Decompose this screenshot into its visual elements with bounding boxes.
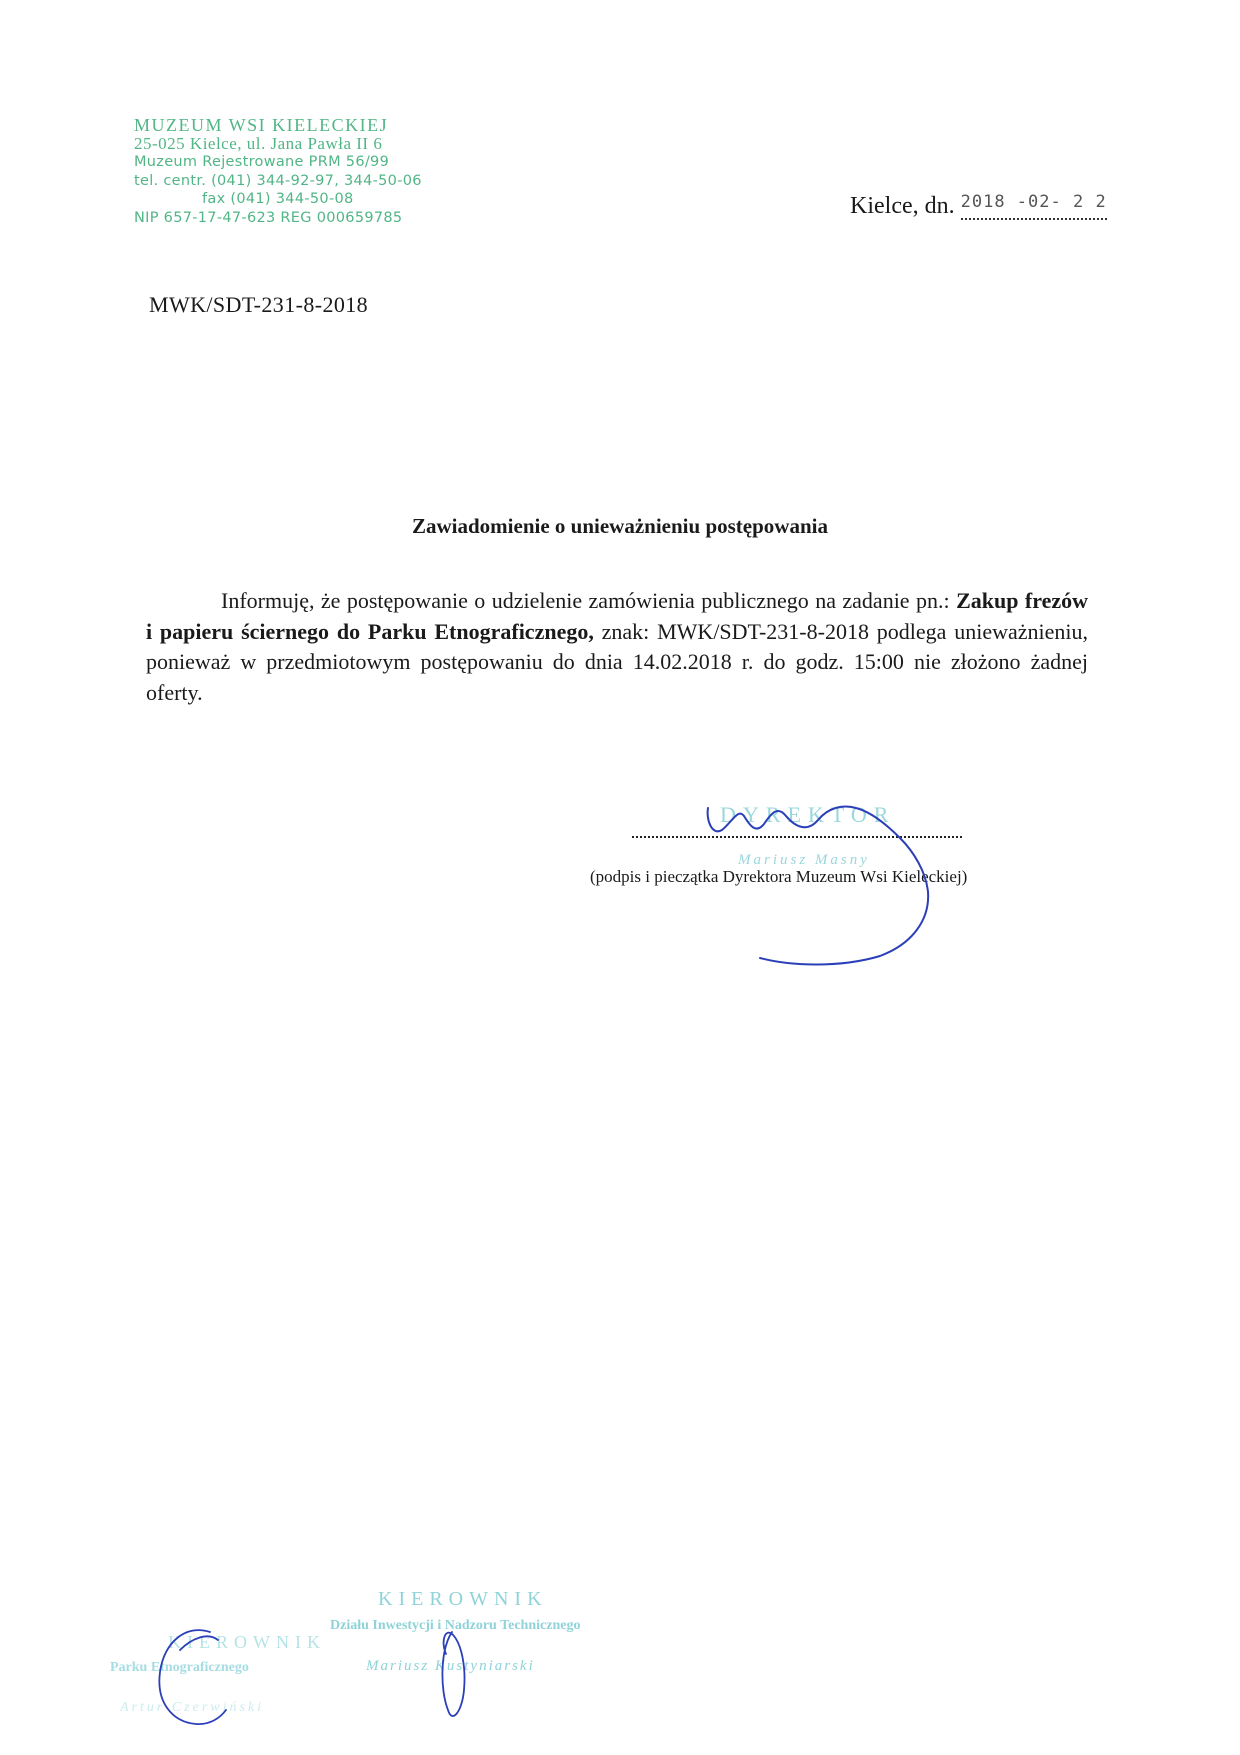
body-part-2: znak: MWK/SDT-231-8-2018 podlega unieważnieniu, ponieważ w przedmiotowym postępowaniu do dnia 14.02.2018 r. do godz. 15:00 nie złożono żadnej oferty. bbox=[146, 618, 1088, 705]
stamp-line-phone: tel. centr. (041) 344-92-97, 344-50-06 bbox=[134, 172, 422, 189]
director-stamp-name: Mariusz Masny bbox=[738, 852, 870, 868]
director-stamp-title: DYREKTOR bbox=[720, 802, 896, 827]
stamp-line-registry: Muzeum Rejestrowane PRM 56/99 bbox=[134, 154, 390, 170]
body-paragraph bbox=[146, 586, 1088, 708]
date-value: 2018 -02- 2 2 bbox=[960, 192, 1107, 212]
date-stamp bbox=[961, 192, 1107, 212]
institution-stamp bbox=[134, 116, 454, 227]
park-stamp-unit: Parku Etnograficznego bbox=[110, 1660, 249, 1675]
stamp-line-name: MUZEUM WSI KIELECKIEJ bbox=[134, 115, 389, 135]
reference-number: MWK/SDT-231-8-2018 bbox=[149, 292, 369, 317]
body-part-1: Informuję, że postępowanie o udzielenie zamówienia publicznego na zadanie pn.: bbox=[221, 588, 957, 613]
park-stamp-name: Artur Czerwiński bbox=[120, 1700, 265, 1715]
manager-stamp-name: Mariusz Kustyniarski bbox=[366, 1658, 535, 1674]
place-label: Kielce, dn. bbox=[850, 193, 955, 219]
manager-stamp-title: KIEROWNIK bbox=[378, 1588, 548, 1610]
manager-stamp-unit: Działu Inwestycji i Nadzoru Technicznego bbox=[330, 1618, 581, 1633]
place-date bbox=[850, 192, 1107, 220]
park-stamp-title: KIEROWNIK bbox=[168, 1632, 326, 1652]
stamp-line-tax-id: NIP 657-17-47-623 REG 000659785 bbox=[134, 209, 403, 226]
body-task-name: Zakup frezów i papieru ściernego do Parku Etnograficznego, bbox=[146, 588, 1088, 644]
stamp-line-fax: fax (041) 344-50-08 bbox=[202, 191, 354, 207]
stamp-line-address: 25-025 Kielce, ul. Jana Pawła II 6 bbox=[134, 133, 383, 153]
document-title: Zawiadomienie o unieważnieniu postępowania bbox=[412, 514, 828, 538]
signature-caption: (podpis i pieczątka Dyrektora Muzeum Wsi Kieleckiej) bbox=[590, 867, 968, 886]
signature-line bbox=[632, 826, 962, 838]
date-dotted-line bbox=[961, 218, 1107, 220]
